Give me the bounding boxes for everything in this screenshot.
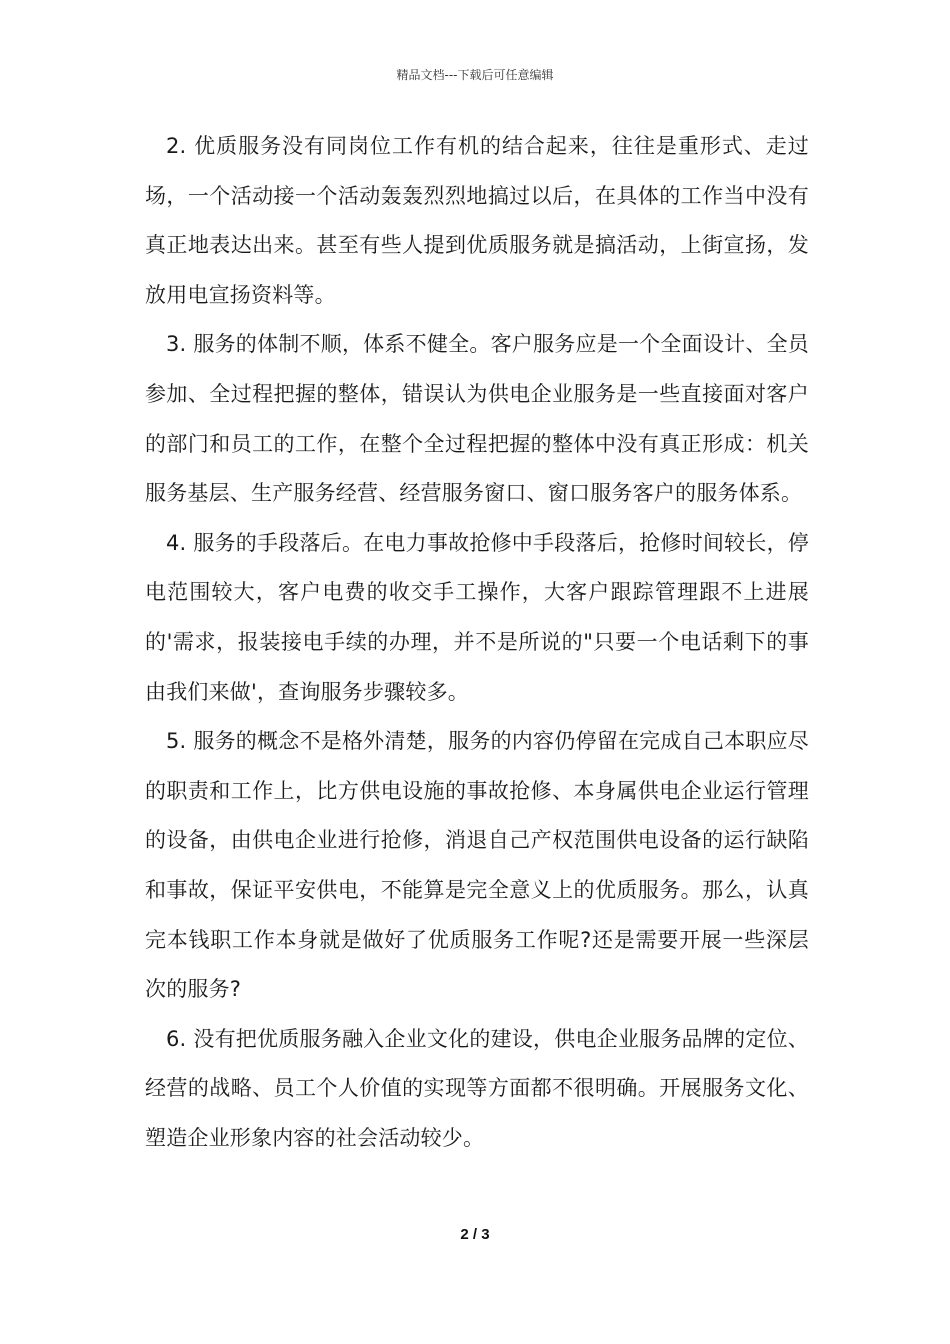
- document-body: [145, 122, 809, 1163]
- paragraph-item-3: 3. 服务的体制不顺，体系不健全。客户服务应是一个全面设计、全员参加、全过程把握的整体，错误认为供电企业服务是一些直接面对客户的部门和员工的工作，在整个全过程把握的整体中没有真正形成：机关服务基层、生产服务经营、经营服务窗口、窗口服务客户的服务体系。: [145, 332, 809, 506]
- page-number: 2 / 3: [460, 1226, 490, 1243]
- paragraph-item-5: 5. 服务的概念不是格外清楚，服务的内容仍停留在完成自己本职应尽的职责和工作上，比方供电设施的事故抢修、本身属供电企业运行管理的设备，由供电企业进行抢修，消退自己产权范围供电设备的运行缺陷和事故，保证平安供电，不能算是完全意义上的优质服务。那么，认真完本钱职工作本身就是做好了优质服务工作呢?还是需要开展一些深层次的服务?: [145, 729, 809, 1002]
- paragraph-item-2: 2. 优质服务没有同岗位工作有机的结合起来，往往是重形式、走过场，一个活动接一个活动轰轰烈烈地搞过以后，在具体的工作当中没有真正地表达出来。甚至有些人提到优质服务就是搞活动，上街宣扬，发放用电宣扬资料等。: [145, 134, 809, 307]
- paragraph-item-6: 6. 没有把优质服务融入企业文化的建设，供电企业服务品牌的定位、经营的战略、员工个人价值的实现等方面都不很明确。开展服务文化、塑造企业形象内容的社会活动较少。: [145, 1026, 809, 1150]
- paragraph-item-4: 4. 服务的手段落后。在电力事故抢修中手段落后，抢修时间较长，停电范围较大，客户电费的收交手工操作，大客户跟踪管理跟不上进展的'需求，报装接电手续的办理，并不是所说的"只要一个电话剩下的事由我们来做'，查询服务步骤较多。: [145, 530, 809, 704]
- page-header: 精品文档---下载后可任意编辑: [396, 68, 554, 82]
